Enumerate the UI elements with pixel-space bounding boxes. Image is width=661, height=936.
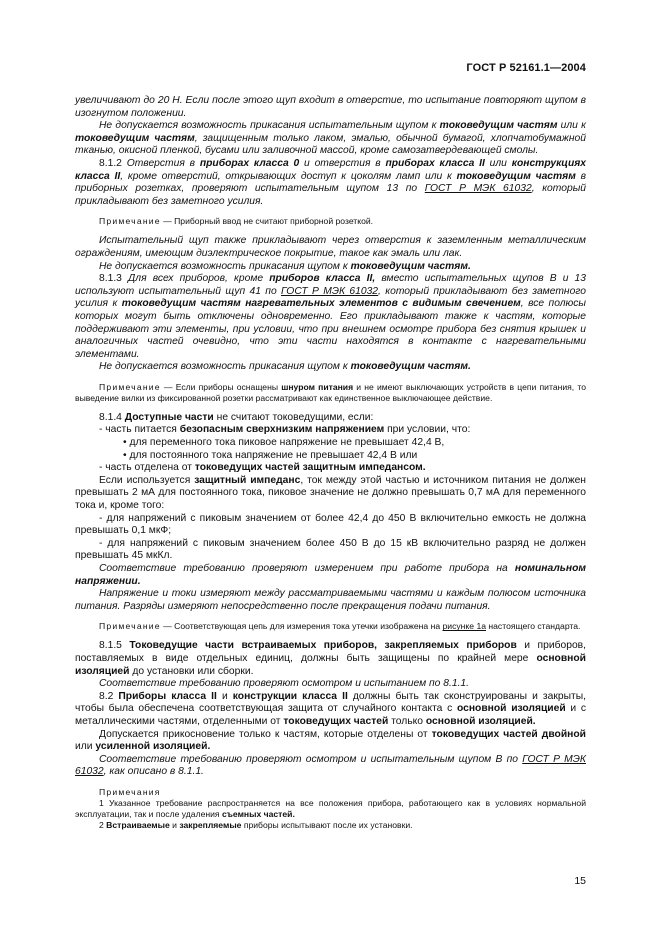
paragraph-no-contact-3: Не допускается возможность прикасания щупом к токоведущим частям. xyxy=(99,361,471,373)
list-item-impedance: - часть отделена от токоведущих частей защитным импедансом. xyxy=(99,462,426,474)
bullet-dc: • для постоянного тока напряжение не превышает 42,4 В или xyxy=(123,449,418,461)
paragraph-allowed-contact: Допускается прикосновение только к частям, которые отделены от токоведущих частей двойной или усиленной изоляцией. xyxy=(75,728,586,753)
clause-8-1-3: 8.1.3 Для всех приборов, кроме приборов класса II, вместо испытательных щупов B и 13 используют испытательный щуп 41 по ГОСТ Р МЭК 61032, который прикладывают без заметного усилия к токоведущим частям нагревательных элементов с видимым свечением, все полюсы которых могут быть отключены одновременно. Его прикладывают также к частям, которые поддерживают эти элементы, при условии, что при внешнем осмотре прибора без снятия крышек и аналогичных частей очевидно, что эти части находятся в контакте с нагревательными элементами. xyxy=(75,273,587,360)
paragraph-compliance-inspection: Соответствие требованию проверяют осмотром и испытанием по 8.1.1. xyxy=(99,678,470,690)
note-item-2: 2 Встраиваемые и закрепляемые приборы испытывают после их установки. xyxy=(99,819,413,830)
clause-8-1-4: 8.1.4 Доступные части не считают токоведущими, если: xyxy=(99,411,374,423)
list-item-capacitance: - для напряжений с пиковым значением от более 42,4 до 450 В включительно емкость не должна превышать 0,1 мкФ; xyxy=(75,512,586,537)
notes-heading: Примечания xyxy=(99,786,161,797)
document-id: ГОСТ Р 52161.1—2004 xyxy=(466,62,586,74)
link-figure-1a[interactable]: рисунке 1а xyxy=(442,621,487,632)
paragraph-impedance: Если используется защитный импеданс, ток между этой частью и источником питания не должен превышать 2 мА для постоянного тока, пиковое значение не должно превышать 0,7 мА для переменного тока и, кроме того: xyxy=(75,474,586,512)
notes-block xyxy=(75,787,586,831)
paragraph-compliance-probe-b: Соответствие требованию проверяют осмотром и испытательным щупом B по ГОСТ Р МЭК 61032, как описано в 8.1.1. xyxy=(75,753,586,778)
bullet-ac: • для переменного тока пиковое напряжение не превышает 42,4 В, xyxy=(123,437,445,449)
paragraph-measurement: Напряжение и токи измеряют между рассматриваемыми частями и каждым полюсом источника питания. Разряды измеряют непосредственно после прекращения подачи питания. xyxy=(75,588,586,612)
paragraph-compliance-voltage: Соответствие требованию проверяют измерением при работе прибора на номинальном напряжении. xyxy=(75,563,586,587)
paragraph-no-contact-2: Не допускается возможность прикасания щупом к токоведущим частям. xyxy=(99,260,471,272)
note-item-1: 1 Указанное требование распространяется на все положения прибора, работающего как в условиях нормальной эксплуатации, так и после удаления съемных частей. xyxy=(75,797,586,819)
link-gost-61032[interactable]: ГОСТ Р МЭК 61032 xyxy=(75,753,586,778)
clause-8-1-2: 8.1.2 Отверстия в приборах класса 0 и отверстия в приборах класса II или конструкциях класса II, кроме отверстий, открывающих доступ к цоколям ламп или к токоведущим частям в приборных розетках, проверяют испытательным щупом 13 по ГОСТ Р МЭК 61032, который прикладывают без заметного усилия. xyxy=(75,157,587,207)
note-appliance-inlet: Примечание — Приборный ввод не считают приборной розеткой. xyxy=(99,216,374,227)
clause-8-1-5: 8.1.5 Токоведущие части встраиваемых приборов, закрепляемых приборов и приборов, поставляемых в виде отдельных единиц, должны быть защищены по крайней мере основной изоляцией до установки или сборки. xyxy=(75,640,587,677)
paragraph-continuation: увеличивают до 20 Н. Если после этого щуп входит в отверстие, то испытание повторяют щупом в изогнутом положении. xyxy=(75,95,586,119)
link-gost-61032[interactable]: ГОСТ Р МЭК 61032 xyxy=(281,285,379,297)
list-item-selv: - часть питается безопасным сверхнизким напряжением при условии, что: xyxy=(99,424,471,436)
paragraph-no-contact: Не допускается возможность прикасания испытательным щупом к токоведущим частям или к токоведущим частям, защищенным только лаком, эмалью, обычной бумагой, хлопчатобумажной тканью, окисной пленкой, бусами или заливочной массой, кроме самозатвердевающей смолы. xyxy=(75,120,586,157)
note-leakage-circuit: Примечание — Соответствующая цепь для измерения тока утечки изображена на рисунке 1а настоящего стандарта. xyxy=(99,621,581,632)
paragraph-probe-openings: Испытательный щуп также прикладывают через отверстия к заземленным металлическим ограждениям, имеющим диэлектрическое покрытие, такое как эмаль или лак. xyxy=(75,235,586,259)
page-number: 15 xyxy=(574,875,586,887)
note-power-cord: Примечание — Если приборы оснащены шнуром питания и не имеют выключающих устройств в цепи питания, то выведение вилки из фиксированной розетки рассматривают как единственное выключающее действие. xyxy=(75,381,586,403)
link-gost-61032[interactable]: ГОСТ Р МЭК 61032 xyxy=(424,183,532,195)
clause-8-2: 8.2 Приборы класса II и конструкции класса II должны быть так сконструированы и закрыты, чтобы была обеспечена соответствующая защита от случайного контакта с основной изоляцией и с металлическими частями, отделенными от токоведущих частей только основной изоляцией. xyxy=(75,690,586,727)
list-item-discharge: - для напряжений с пиковым значением более 450 В до 15 кВ включительно разряд не должен превышать 45 мкКл. xyxy=(75,537,586,562)
page-content xyxy=(75,95,586,831)
